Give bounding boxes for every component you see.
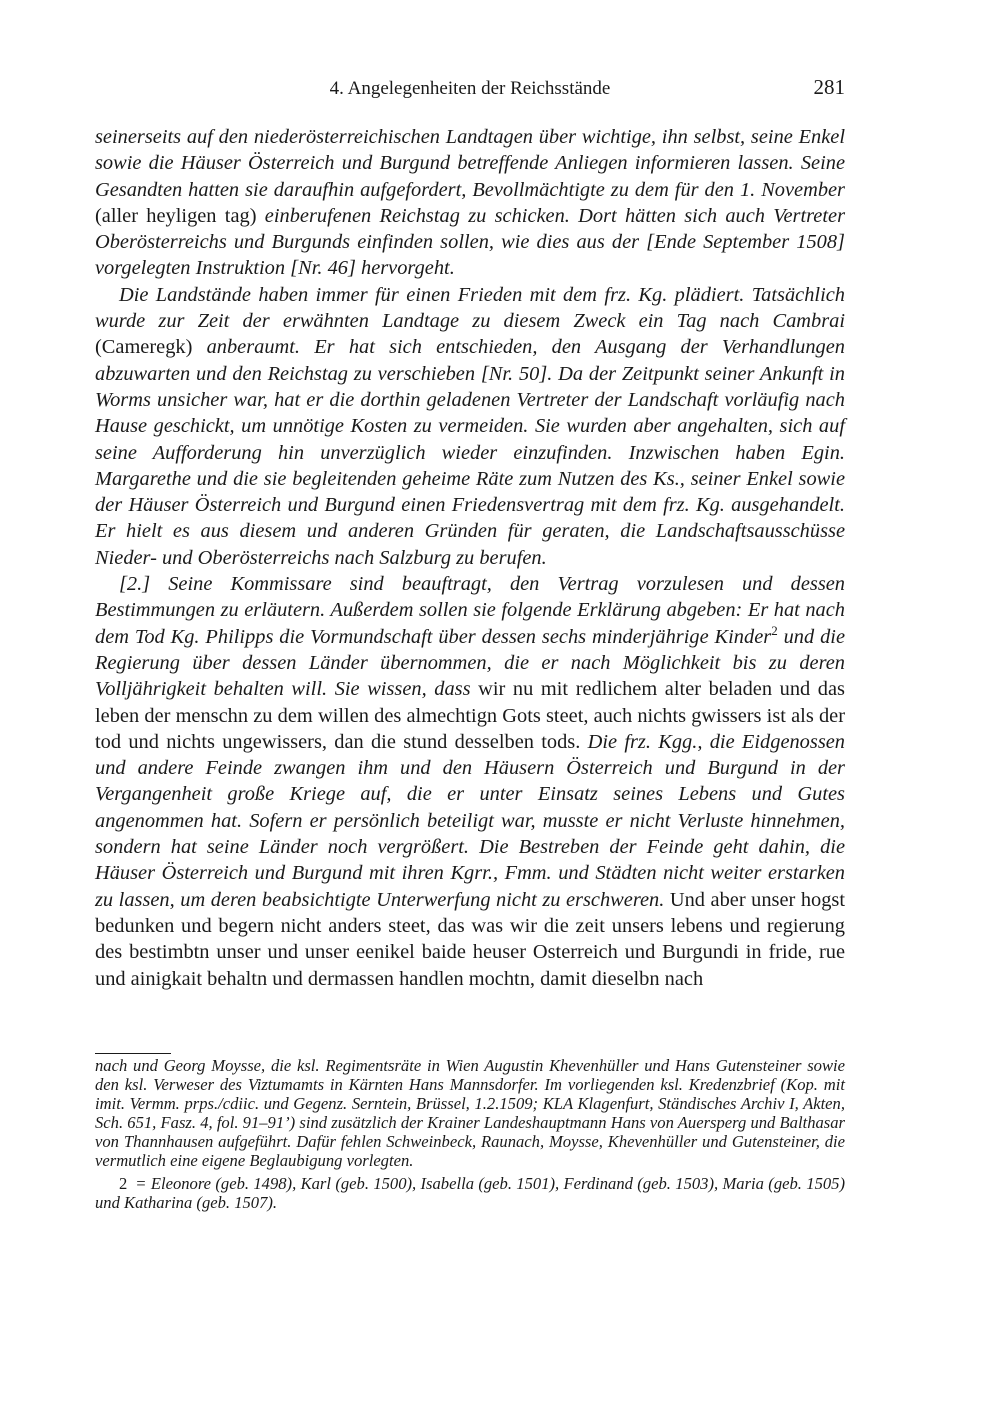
paragraph-1 <box>95 124 845 282</box>
text-segment: Die Landstände haben immer für einen Frieden mit dem frz. Kg. plädiert. Tatsächlich wurde zur Zeit der erwähnten Landtage zu diesem Zweck ein Tag nach Cambrai <box>95 283 845 333</box>
text-segment: anberaumt. Er hat sich entschieden, den Ausgang der Verhandlungen abzuwarten und den Reichstag zu verschieben [Nr. 50]. Da der Zeitpunkt seiner Ankunft in Worms unsicher war, hat er die dorthin geladenen Vertreter der Landschaft vorläufig nach Hause geschickt, um unnötige Kosten zu vermeiden. Sie wurden aber angehalten, sich auf seine Aufforderung hin unverzüglich wieder einzufinden. Inzwischen haben Egin. Margarethe und die sie begleitenden geheime Räte zum Nutzen des Ks., seiner Enkel sowie der Häuser Österreich und Burgund einen Friedensvertrag mit dem frz. Kg. ausgehandelt. Er hielt es aus diesem und anderen Gründen für geraten, die Landschaftsausschüsse Nieder- und Oberösterreichs nach Salzburg zu berufen. <box>95 336 845 569</box>
paragraph-3 <box>95 571 845 992</box>
running-title: 4. Angelegenheiten der Reichsstände <box>329 78 611 99</box>
footnote-marker: 2 <box>119 1174 128 1193</box>
text-segment: [2.] Seine Kommissare sind beauftragt, den Vertrag vorzulesen und dessen Bestimmungen zu erläutern. Außerdem sollen sie folgende Erklärung abgeben: Er hat nach dem Tod Kg. Philipps die Vormundschaft über dessen sechs minderjährige Kinder <box>95 573 845 648</box>
paragraph-2 <box>95 282 845 571</box>
page-number: 281 <box>813 75 845 99</box>
main-text <box>95 124 845 992</box>
footnotes <box>95 1056 845 1212</box>
footnote-1: nach und Georg Moysse, die ksl. Regimentsräte in Wien Augustin Khevenhüller und Hans Gutensteiner sowie den ksl. Verweser des Viztumamts in Kärnten Hans Mannsdorfer. Im vorliegenden ksl. Kredenzbrief (Kop. mit imit. Vermm. prps./cdiic. und Gegenz. Serntein, Brüssel, 1.2.1509; KLA Klagenfurt, Ständisches Archiv I, Akten, Sch. 651, Fasz. 4, fol. 91–91’) sind zusätzlich der Krainer Landeshauptmann Hans von Auersperg und Balthasar von Thannhausen aufgeführt. Dafür fehlen Schweinbeck, Raunach, Moysse, Khevenhüller und Gutensteiner, die vermutlich eine eigene Beglaubigung vorlegten. <box>95 1056 845 1170</box>
text-segment: seinerseits auf den niederösterreichischen Landtagen über wichtige, ihn selbst, seine Enkel sowie die Häuser Österreich und Burgund betreffende Anliegen informieren lassen. Seine Gesandten hatten sie daraufhin aufgefordert, Bevollmächtigte zu dem für den 1. November <box>95 126 845 201</box>
footnote-reference: 2 <box>771 622 778 638</box>
text-segment: einberufenen Reichstag zu schicken. Dort hätten sich auch Vertreter Oberösterreichs und Burgunds einfinden sollen, wie dies aus der [Ende September 1508] vorgelegten Instruktion [Nr. 46] hervorgeht. <box>95 204 846 280</box>
text-segment: (aller heyligen tag) <box>95 204 265 227</box>
footnote-2 <box>95 1174 845 1212</box>
text-segment: Und aber unser hogst bedunken und begern nicht anders steet, das was wir die zeit unsers lebens und regierung des bestimbtn unser und unser eenikel baide heuser Osterreich und Burgundi in fride, rue und ainigkait behaltn und dermassen handlen mochtn, damit dieselbn nach <box>95 888 846 990</box>
footnote-separator <box>95 1053 171 1054</box>
footnote-text: = Eleonore (geb. 1498), Karl (geb. 1500), Isabella (geb. 1501), Ferdinand (geb. 1503), Maria (geb. 1505) und Katharina (geb. 1507). <box>95 1174 845 1212</box>
text-segment: (Cameregk) <box>95 336 207 359</box>
text-segment: und die Regierung über dessen Länder übernommen, die er nach Möglichkeit bis zu deren Volljährigkeit behalten will. Sie wissen, dass <box>95 625 845 701</box>
text-segment: Die frz. Kgg., die Eidgenossen und andere Feinde zwangen ihm und den Häusern Österreich und Burgund in der Vergangenheit große Kriege auf, die er unter Einsatz seines Lebens und Gutes angenommen hat. Sofern er persönlich beteiligt war, musste er nicht Verluste hinnehmen, sondern hat seine Länder noch vergrößert. Die Bestreben der Feinde geht dahin, die Häuser Österreich und Burgund mit ihren Kgrr., Fmm. und Städten nicht weiter erstarken zu lassen, um deren beabsichtigte Unterwerfung nicht zu erschweren. <box>95 730 845 911</box>
text-segment: wir nu mit redlichem alter beladen und das leben der menschn zu dem willen des almechtign Gots steet, auch nichts gwissers ist als der tod und nichts ungewissers, dan die stund desselben tods. <box>95 678 845 753</box>
